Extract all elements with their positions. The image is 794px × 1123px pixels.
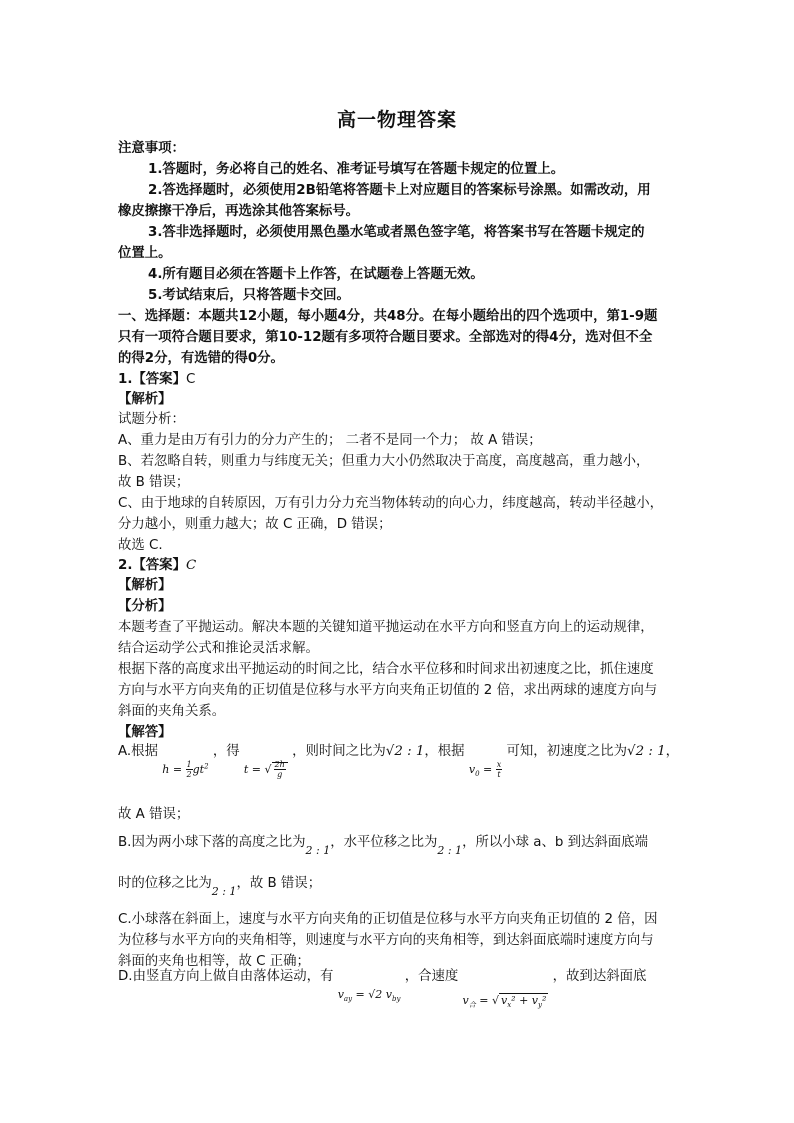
q1-line-4: 故 B 错误； — [118, 475, 190, 490]
q1-answer-value: C — [185, 372, 196, 387]
notice-item-2: 2.答选择题时，必须使用2B铅笔将答题卡上对应题目的答案标号涂黑。如需改动，用 — [148, 183, 651, 198]
q1-jiexi: 【解析】 — [118, 392, 172, 407]
notice-item-4: 4.所有题目必须在答题卡上作答，在试题卷上答题无效。 — [148, 267, 484, 282]
section-instructions-2: 只有一项符合题目要求，第10-12题有多项符合题目要求。全部选对的得4分，选对但不全 — [118, 330, 653, 345]
formula-v0: v0 = x t — [468, 760, 502, 780]
q1-line-5: C、由于地球的自转原因，万有引力分力充当物体转动的向心力，纬度越高，转动半径越小， — [118, 496, 663, 511]
notice-heading: 注意事项： — [118, 141, 185, 156]
q2-option-b-1: B.因为两小球下落的高度之比为$_{2 : 1}$，水平位移之比为$_{2 : 1}$，所以小球 a、b 到达斜面底端 — [118, 835, 648, 857]
q2-answer-value: C — [185, 558, 197, 573]
q2-jieda: 【解答】 — [118, 725, 172, 740]
q2-option-a-end: 故 A 错误； — [118, 807, 190, 822]
q1-line-1: 试题分析： — [118, 412, 185, 427]
q2-jiexi: 【解析】 — [118, 578, 172, 593]
ratio-velocity: √2 : 1 — [627, 743, 666, 759]
q2-option-b-2: 时的位移之比为$_{2 : 1}$，故 B 错误； — [118, 876, 322, 898]
option-a-text-3: ，根据 — [424, 743, 465, 759]
option-a-text-2: ，则时间之比为 — [292, 743, 386, 759]
option-a-text-4: 可知，初速度之比为 — [506, 743, 628, 759]
q2-option-d: D.由竖直方向上做自由落体运动，有 $_{v_{ay} = √2 v_{by}}$ ，合速度 $_{v_合 = √ v_x^2 + v_y^2}$ ，故到达斜面底 — [118, 969, 647, 1010]
q1-line-2: A、重力是由万有引力的分力产生的； 二者不是同一个力； 故 A 错误； — [118, 433, 542, 448]
ratio-height: 2 : 1 — [305, 844, 331, 857]
formula-vay: vay = √2 vby — [337, 988, 401, 1004]
notice-item-2-cont: 橡皮擦擦干净后，再选涂其他答案标号。 — [118, 204, 360, 219]
option-a-text-1: ，得 — [212, 743, 240, 759]
q2-option-a — [118, 743, 680, 780]
formula-resultant-velocity: v合 = √ vx² + vy² — [462, 994, 547, 1010]
q2-analysis-2: 结合运动学公式和推论灵活求解。 — [118, 641, 319, 656]
q2-fenxi: 【分析】 — [118, 599, 172, 614]
option-a-prefix: A.根据 — [118, 743, 158, 759]
q2-answer-label: 2.【答案】 — [118, 558, 186, 573]
formula-t: t = √ 2h g — [244, 763, 288, 776]
q1-answer — [118, 370, 195, 390]
section-instructions-3: 的得2分，有选错的得0分。 — [118, 351, 284, 366]
notice-item-3-cont: 位置上。 — [118, 246, 172, 261]
q2-analysis-4: 方向与水平方向夹角的正切值是位移与水平方向夹角正切值的 2 倍，求出两球的速度方向与 — [118, 683, 658, 698]
notice-item-1: 1.答题时，务必将自己的姓名、准考证号填写在答题卡规定的位置上。 — [148, 162, 565, 177]
q1-line-6: 分力越小，则重力越大；故 C 正确，D 错误； — [118, 517, 392, 532]
ratio-time: √2 : 1 — [385, 743, 425, 759]
q1-line-7: 故选 C. — [118, 538, 163, 553]
q2-answer — [118, 556, 196, 576]
page-title: 高一物理答案 — [336, 109, 457, 131]
q1-answer-label: 1.【答案】 — [118, 372, 186, 387]
q2-option-c-2: 为位移与水平方向的夹角相等，则速度与水平方向的夹角相等，到达斜面底端时速度方向与 — [118, 933, 654, 948]
q1-line-3: B、若忽略自转，则重力与纬度无关；但重力大小仍然取决于高度，高度越高，重力越小， — [118, 454, 650, 469]
q2-option-c-1: C.小球落在斜面上，速度与水平方向夹角的正切值是位移与水平方向夹角正切值的 2 倍，因 — [118, 912, 658, 927]
formula-h: h = 1 2 gt2 — [162, 760, 209, 780]
q2-option-c-3: 斜面的夹角也相等，故 C 正确； — [118, 954, 310, 969]
option-a-text-5: ， — [665, 743, 680, 759]
q2-analysis-3: 根据下落的高度求出平抛运动的时间之比，结合水平位移和时间求出初速度之比，抓住速度 — [118, 662, 654, 677]
q2-analysis-1: 本题考查了平抛运动。解决本题的关键知道平抛运动在水平方向和竖直方向上的运动规律， — [118, 620, 654, 635]
q2-analysis-5: 斜面的夹角关系。 — [118, 704, 226, 719]
section-instructions-1: 一、选择题：本题共12小题，每小题4分，共48分。在每小题给出的四个选项中，第1-9题 — [118, 309, 658, 324]
ratio-displacement: 2 : 1 — [437, 844, 463, 857]
notice-item-3: 3.答非选择题时，必须使用黑色墨水笔或者黑色签字笔，将答案书写在答题卡规定的 — [148, 225, 645, 240]
ratio-total-displacement: 2 : 1 — [211, 885, 237, 898]
notice-item-5: 5.考试结束后，只将答题卡交回。 — [148, 288, 350, 303]
